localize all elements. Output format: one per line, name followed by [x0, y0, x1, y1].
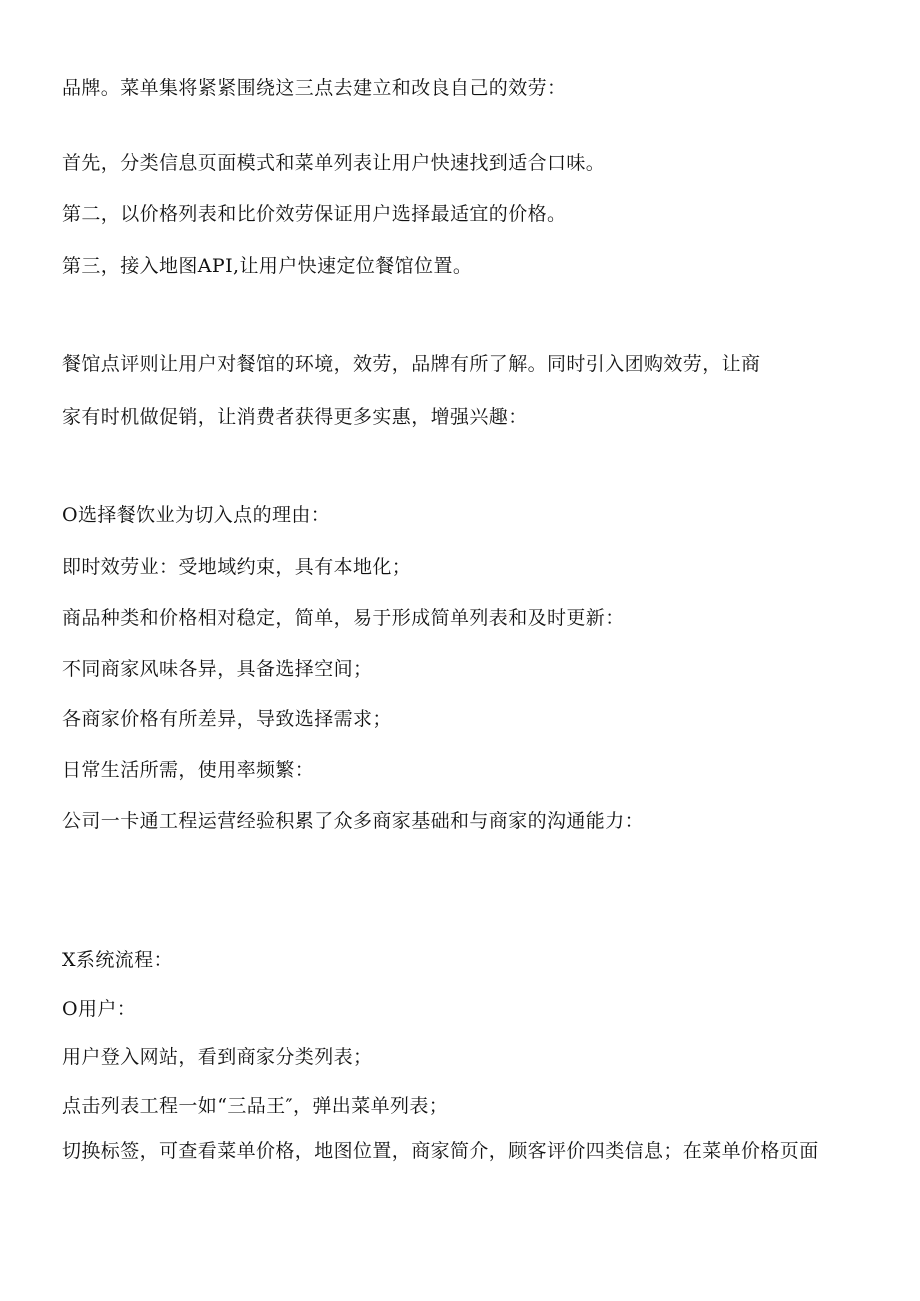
list-item: 切换标签，可查看菜单价格，地图位置，商家简介，顾客评价四类信息；在菜单价格页面: [62, 1140, 819, 1162]
paragraph-line: 首先，分类信息页面模式和菜单列表让用户快速找到适合口味。: [62, 152, 606, 174]
section-heading: O选择餐饮业为切入点的理由：: [62, 504, 331, 526]
list-item: 各商家价格有所差异，导致选择需求；: [62, 708, 392, 730]
paragraph-line: 第三，接入地图API,让用户快速定位餐馆位置。: [62, 255, 473, 277]
list-item: 不同商家风味各异，具备选择空间；: [62, 658, 373, 680]
list-item: 商品种类和价格相对稳定，简单，易于形成简单列表和及时更新：: [62, 607, 625, 629]
list-item: 公司一卡通工程运营经验积累了众多商家基础和与商家的沟通能力：: [62, 810, 645, 832]
list-item: 点击列表工程一如“三品王″，弹出菜单列表；: [62, 1095, 449, 1117]
paragraph-line: 餐馆点评则让用户对餐馆的环境，效劳，品牌有所了解。同时引入团购效劳，让商: [62, 353, 761, 375]
section-heading: X系统流程：: [62, 949, 173, 971]
list-item: 用户登入网站，看到商家分类列表；: [62, 1046, 373, 1068]
list-item: 日常生活所需，使用率频繁：: [62, 759, 315, 781]
subsection-heading: O用户：: [62, 998, 137, 1020]
paragraph-line: 第二，以价格列表和比价效劳保证用户选择最适宜的价格。: [62, 203, 567, 225]
paragraph-line: 家有时机做促销，让消费者获得更多实惠，增强兴趣：: [62, 406, 528, 428]
paragraph-line: 品牌。菜单集将紧紧围绕这三点去建立和改良自己的效劳：: [62, 77, 567, 99]
list-item: 即时效劳业：受地域约束，具有本地化；: [62, 556, 412, 578]
